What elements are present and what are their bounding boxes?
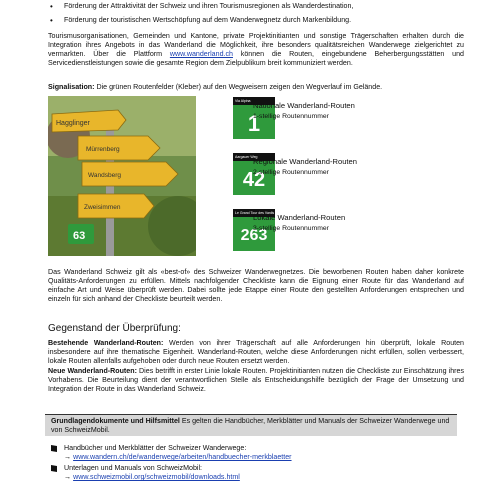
list-item: • Förderung der touristischen Wertschöpfung auf dem Wanderwegnetz durch Markenbildung.: [50, 16, 352, 25]
route-sign-number: 1: [247, 111, 261, 136]
intro-paragraph: Tourismusorganisationen, Gemeinden und Kantone, private Projektinitianten und sonstige Trägerschaften erhalten durch die Integration ihres Angebots in das Wanderland die Möglichkeit, ihre besonders qualitätsreichen Wanderwege zielgerichtet zu vermarkten. Über die Plattform www.wanderland.ch können die Routen, eingebundene Beherbergungsstätten und Servicedienstleistungen sowie die gesamte Region dem Zielpublikum breit kommuniziert werden.: [48, 32, 464, 67]
bullet-icon: •: [50, 2, 53, 11]
review-paragraph: Neue Wanderland-Routen: Dies betrifft in erster Linie lokale Routen. Projektinitianten nutzen die Checkliste zur Einschätzung ihres Vorhabens. Die Beurteilung dient der verantwortlichen Stelle als Entscheidungshilfe bezüglich der Frage der Umsetzung und Integration der Route in das Wanderland Schweiz.: [48, 367, 465, 393]
sign-text: Hagglinger: [56, 120, 90, 127]
list-item: Unterlagen und Manuals von SchweizMobil: → www.schweizmobil.org/schweizmobil/downloads.html: [48, 464, 468, 482]
handbuecher-link[interactable]: www.wandern.ch/de/wanderwege/arbeiten/handbuecher-merkblaetter: [73, 453, 292, 461]
signalisation-line: Signalisation: Die grünen Routenfelder (Kleber) auf den Wegweisern zeigen den Wegverlauf im Gelände.: [48, 83, 383, 91]
route-sign-number: 42: [242, 169, 266, 191]
route-subtitle: 2-stellige Routennummer: [253, 169, 329, 176]
signalisation-label: Signalisation:: [48, 83, 95, 91]
review-section: [48, 339, 464, 395]
arrow-icon: →: [64, 473, 72, 481]
route-title: Regionale Wanderland-Routen: [253, 157, 357, 166]
document-bullet-icon: [51, 465, 57, 472]
sign-text: Zweisimmen: [84, 204, 121, 211]
route-title: Nationale Wanderland-Routen: [253, 101, 355, 110]
route-sign-local: Le Grand Tour des Vanils 263: [233, 209, 275, 251]
wanderland-paragraph: Das Wanderland Schweiz gilt als «best-of» des Schweizer Wanderwegnetzes. Die beworbenen Routen haben daher konkrete Qualitäts-Anforderungen zu erfüllen. Mittels nachfolgender Checkliste kann die Eignung einer Route für das Wanderland auf einfache Art und Weise überprüft werden. Dabei sollte jede Etappe einer Route den gestellten Anforderungen entsprechen und einzeln für sich anhand der Checkliste beurteilt werden.: [48, 268, 464, 303]
documents-list: [48, 444, 468, 484]
bullet-icon: •: [50, 16, 53, 25]
review-paragraph: Bestehende Wanderland-Routen: Werden von ihrer Trägerschaft auf alle Anforderungen hin überprüft, lokale Routen insbesondere auf ihre thematische Eigenheit. Wanderland-Routen, welche diese Anforderungen nicht erfüllen, sollen verbessert, lokale Routen allenfalls aufgehoben oder durch neue Routen ersetzt werden.: [48, 339, 464, 365]
route-marker-number: 63: [73, 230, 86, 242]
sign-text: Wandsberg: [88, 172, 121, 179]
goals-list: [48, 2, 468, 30]
route-sign-national: Via Alpina 1: [233, 97, 275, 139]
route-sign-number: 263: [240, 227, 268, 244]
route-sign-regional: Aargauer Weg 42: [233, 153, 275, 195]
document-bullet-icon: [51, 445, 57, 452]
route-subtitle: 1-stellige Routennummer: [253, 113, 329, 120]
list-item: • Förderung der Attraktivität der Schweiz und ihren Tourismusregionen als Wanderdestination,: [50, 2, 354, 11]
sign-text: Mürrenberg: [86, 146, 120, 153]
wanderland-link[interactable]: www.wanderland.ch: [169, 50, 233, 58]
signpost-photo: [48, 96, 196, 256]
resources-box: Grundlagendokumente und Hilfsmittel Es gelten die Handbücher, Merkblätter und Manuals der Schweizer Wanderwege und von SchweizMobil.: [45, 414, 457, 436]
section-heading: Gegenstand der Überprüfung:: [48, 323, 181, 334]
list-item: Handbücher und Merkblätter der Schweizer Wanderwege: → www.wandern.ch/de/wanderwege/arbeiten/handbuecher-merkblaetter: [48, 444, 468, 462]
downloads-link[interactable]: www.schweizmobil.org/schweizmobil/downloads.html: [73, 473, 240, 481]
arrow-icon: →: [64, 453, 72, 461]
route-subtitle: 3-stellige Routennummer: [253, 225, 329, 232]
resources-label: Grundlagendokumente und Hilfsmittel: [51, 417, 180, 425]
route-title: Lokale Wanderland-Routen: [253, 213, 346, 222]
